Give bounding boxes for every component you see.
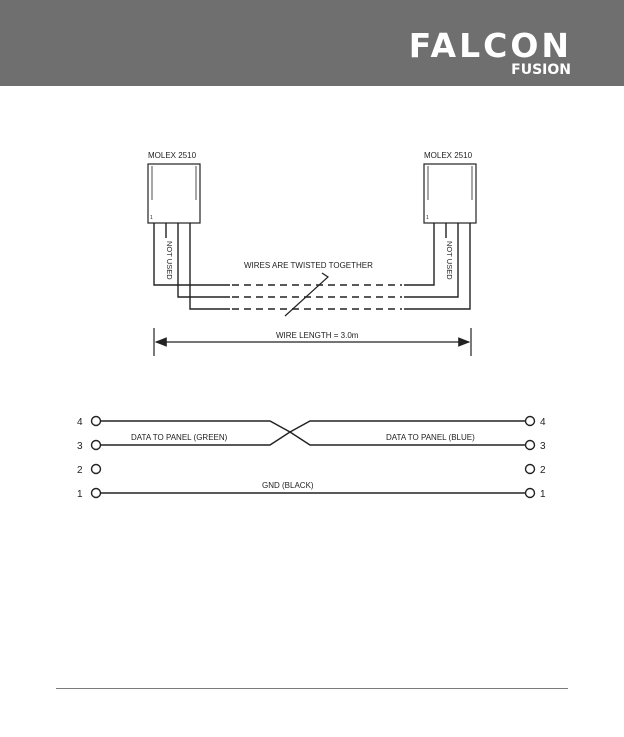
left-pin-1-terminal: [92, 489, 101, 498]
right-connector-label: MOLEX 2510: [424, 151, 473, 160]
right-not-used-label: NOT USED: [445, 241, 454, 280]
right-pin-1-terminal: [526, 489, 535, 498]
wire-middle: [178, 223, 230, 297]
product-name: FUSION: [511, 62, 571, 78]
length-label: WIRE LENGTH = 3.0m: [276, 331, 359, 340]
wire-top: [404, 223, 434, 285]
left-pin-4-terminal: [92, 417, 101, 426]
left-data-label: DATA TO PANEL (GREEN): [131, 433, 228, 442]
right-pin-number: 4: [540, 417, 546, 428]
right-connector: [424, 151, 476, 223]
left-pin-number: 3: [77, 441, 83, 452]
dashed-wire-segments: [232, 285, 402, 309]
right-pin-2-terminal: [526, 465, 535, 474]
left-pin-number: 4: [77, 417, 83, 428]
left-pin-numbers: [77, 417, 83, 500]
right-connector-body: [424, 164, 476, 223]
twist-note: WIRES ARE TWISTED TOGETHER: [244, 261, 373, 270]
right-pin-numbers: [540, 417, 546, 500]
footer-divider: [56, 688, 568, 689]
right-data-label: DATA TO PANEL (BLUE): [386, 433, 475, 442]
wire-bottom: [404, 223, 470, 309]
right-pin1-marker: 1: [426, 215, 429, 221]
brand-logo: FALCON: [408, 26, 572, 65]
left-pin-number: 1: [77, 489, 83, 500]
right-pin-number: 2: [540, 465, 546, 476]
left-pin-number: 2: [77, 465, 83, 476]
left-not-used-label: NOT USED: [165, 241, 174, 280]
right-pin-number: 1: [540, 489, 546, 500]
wire-bottom: [190, 223, 230, 309]
left-connector-label: MOLEX 2510: [148, 151, 197, 160]
gnd-label: GND (BLACK): [262, 481, 314, 490]
left-connector: [148, 151, 200, 223]
left-pin-3-terminal: [92, 441, 101, 450]
right-pin-3-terminal: [526, 441, 535, 450]
right-wires: [404, 223, 470, 309]
left-pin1-marker: 1: [150, 215, 153, 221]
left-pin-2-terminal: [92, 465, 101, 474]
right-pin-number: 3: [540, 441, 546, 452]
left-connector-body: [148, 164, 200, 223]
right-pin-4-terminal: [526, 417, 535, 426]
